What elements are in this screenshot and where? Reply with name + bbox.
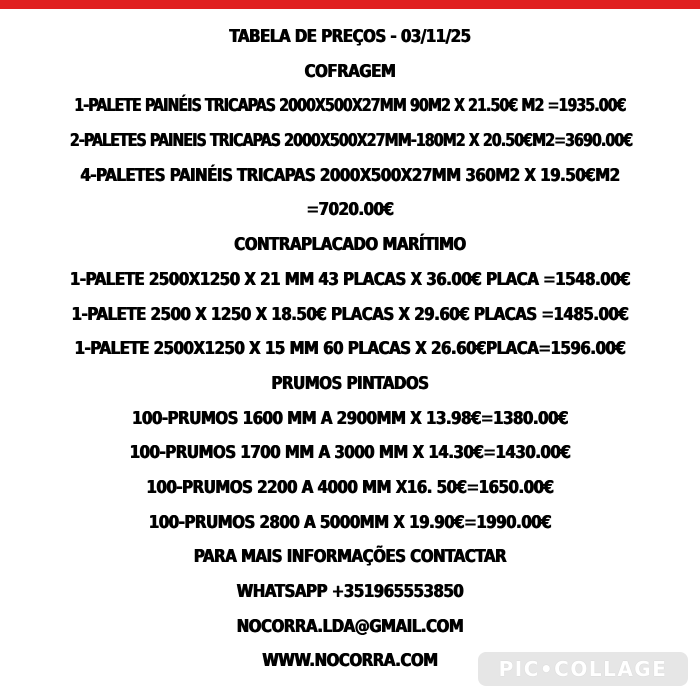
- price-line: 4-PALETES PAINÉIS TRICAPAS 2000X500X27MM 360M2 X 19.50€M2: [80, 165, 620, 186]
- price-line: 1-PALETE 2500X1250 X 21 MM 43 PLACAS X 36.00€ PLACA =1548.00€: [69, 269, 631, 290]
- contact-heading: PARA MAIS INFORMAÇÕES CONTACTAR: [193, 547, 507, 568]
- website-contact: WWW.NOCORRA.COM: [262, 651, 438, 672]
- section-heading-prumos: PRUMOS PINTADOS: [271, 373, 429, 394]
- price-table: [0, 20, 700, 679]
- pic-collage-watermark: [478, 652, 688, 686]
- price-line-continuation: =7020.00€: [306, 200, 394, 221]
- whatsapp-contact: WHATSAPP +351965553850: [236, 582, 464, 602]
- title-line: TABELA DE PREÇOS - 03/11/25: [229, 27, 471, 47]
- price-line: 1-PALETE 2500 X 1250 X 18.50€ PLACAS X 29.60€ PLACAS =1485.00€: [71, 304, 629, 325]
- price-line: 100-PRUMOS 2800 A 5000MM X 19.90€=1990.00€: [148, 512, 552, 533]
- price-line: 1-PALETE PAINÉIS TRICAPAS 2000X500X27MM 90M2 X 21.50€ M2 =1935.00€: [74, 96, 626, 117]
- price-line: 100-PRUMOS 1600 MM A 2900MM X 13.98€=1380.00€: [132, 408, 568, 429]
- price-line: 100-PRUMOS 1700 MM A 3000 MM X 14.30€=1430.00€: [129, 443, 571, 464]
- section-heading-contraplacado: CONTRAPLACADO MARÍTIMO: [234, 235, 466, 256]
- top-red-bar: [0, 0, 700, 9]
- price-line: 1-PALETE 2500X1250 X 15 MM 60 PLACAS X 26.60€PLACA=1596.00€: [74, 339, 626, 360]
- price-line: 2-PALETES PAINEIS TRICAPAS 2000X500X27MM-180M2 X 20.50€M2=3690.00€: [70, 131, 633, 152]
- price-line: 100-PRUMOS 2200 A 4000 MM X16. 50€=1650.00€: [146, 477, 554, 498]
- section-heading-cofragem: COFRAGEM: [304, 61, 396, 82]
- email-contact: NOCORRA.LDA@GMAIL.COM: [236, 616, 464, 637]
- watermark-text: PIC•COLLAGE: [498, 657, 668, 681]
